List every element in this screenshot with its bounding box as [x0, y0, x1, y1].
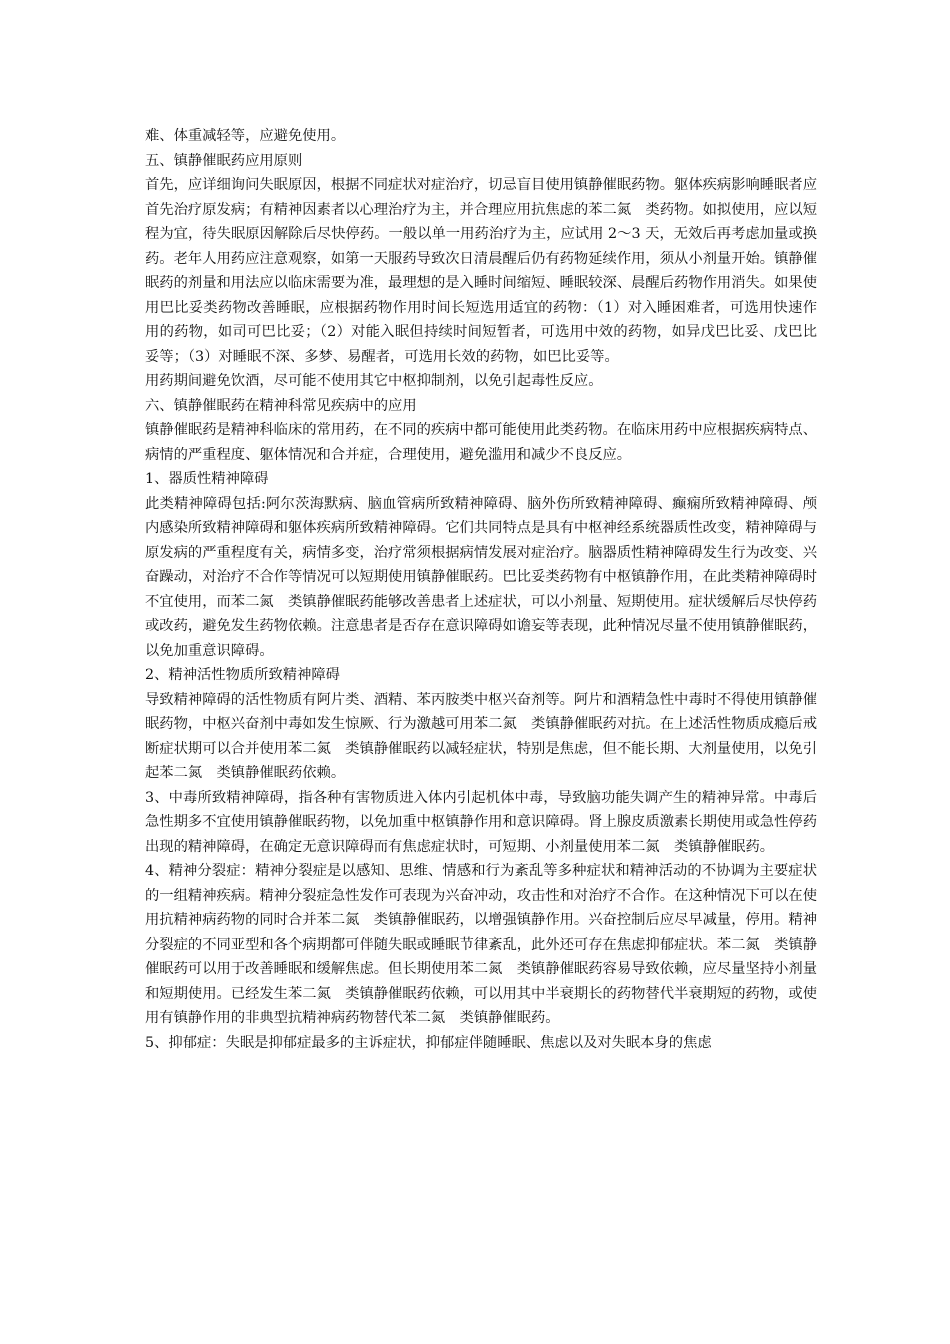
paragraph-schizophrenia: 4、精神分裂症：精神分裂症是以感知、思维、情感和行为紊乱等多种症状和精神活动的不协调为主要症状的一组精神疾病。精神分裂症急性发作可表现为兴奋冲动，攻击性和对治疗不合作。在这种情况下可以在使用抗精神病药物的同时合并苯二氮 类镇静催眠药，以增强镇静作用。兴奋控制后应尽早减量，停用。精神分裂症的不同亚型和各个病期都可伴随失眠或睡眠节律紊乱，此外还可存在焦虑抑郁症状。苯二氮 类镇静催眠药可以用于改善睡眠和缓解焦虑。但长期使用苯二氮 类镇静催眠药容易导致依赖，应尽量坚持小剂量和短期使用。已经发生苯二氮 类镇静催眠药依赖，可以用其中半衰期长的药物替代半衰期短的药物，或使用有镇静作用的非典型抗精神病药物替代苯二氮 类镇静催眠药。 — [145, 863, 817, 1026]
paragraph-continuation: 难、体重减轻等，应避免使用。 — [145, 128, 346, 144]
document-body — [145, 124, 817, 1055]
paragraph-alcohol-warning: 用药期间避免饮酒，尽可能不使用其它中枢抑制剂，以免引起毒性反应。 — [145, 373, 603, 389]
section-heading-5: 五、镇静催眠药应用原则 — [145, 152, 303, 169]
paragraph-substance: 导致精神障碍的活性物质有阿片类、酒精、苯丙胺类中枢兴奋剂等。阿片和酒精急性中毒时不得使用镇静催眠药物，中枢兴奋剂中毒如发生惊厥、行为激越可用苯二氮 类镇静催眠药对抗。在上述活性物质成瘾后戒断症状期可以合并使用苯二氮 类镇静催眠药以减轻症状，特别是焦虑，但不能长期、大剂量使用，以免引起苯二氮 类镇静催眠药依赖。 — [145, 691, 817, 781]
paragraph-intro-6: 镇静催眠药是精神科临床的常用药，在不同的疾病中都可能使用此类药物。在临床用药中应根据疾病特点、病情的严重程度、躯体情况和合并症，合理使用，避免滥用和减少不良反应。 — [145, 422, 817, 463]
paragraph-depression: 5、抑郁症：失眠是抑郁症最多的主诉症状，抑郁症伴随睡眠、焦虑以及对失眠本身的焦虑 — [145, 1034, 712, 1051]
section-heading-6: 六、镇静催眠药在精神科常见疾病中的应用 — [145, 397, 417, 414]
paragraph-organic: 此类精神障碍包括:阿尔茨海默病、脑血管病所致精神障碍、脑外伤所致精神障碍、癫痫所致精神障碍、颅内感染所致精神障碍和躯体疾病所致精神障碍。它们共同特点是具有中枢神经系统器质性改变，精神障碍与原发病的严重程度有关，病情多变，治疗常须根据病情发展对症治疗。脑器质性精神障碍发生行为改变、兴奋躁动，对治疗不合作等情况可以短期使用镇静催眠药。巴比妥类药物有中枢镇静作用，在此类精神障碍时不宜使用，而苯二氮 类镇静催眠药能够改善患者上述症状，可以小剂量、短期使用。症状缓解后尽快停药或改药，避免发生药物依赖。注意患者是否存在意识障碍如谵妄等表现，此种情况尽量不使用镇静催眠药，以免加重意识障碍。 — [145, 495, 817, 659]
subheading-2: 2、精神活性物质所致精神障碍 — [145, 667, 340, 683]
paragraph-toxic: 3、中毒所致精神障碍，指各种有害物质进入体内引起机体中毒，导致脑功能失调产生的精神异常。中毒后急性期多不宜使用镇静催眠药物，以免加重中枢镇静作用和意识障碍。肾上腺皮质激素长期使用或急性停药出现的精神障碍，在确定无意识障碍而有焦虑症状时，可短期、小剂量使用苯二氮 类镇静催眠药。 — [145, 789, 817, 855]
paragraph-principles: 首先，应详细询问失眠原因，根据不同症状对症治疗，切忌盲目使用镇静催眠药物。躯体疾病影响睡眠者应首先治疗原发病；有精神因素者以心理治疗为主，并合理应用抗焦虑的苯二氮 类药物。如拟使用，应以短程为宜，待失眠原因解除后尽快停药。一般以单一用药治疗为主，应试用 2～3 天，无效后再考虑加量或换药。老年人用药应注意观察，如第一天服药导致次日清晨醒后仍有药物延续作用，须从小剂量开始。镇静催眠药的剂量和用法应以临床需要为准，最理想的是入睡时间缩短、睡眠较深、晨醒后药物作用消失。如果使用巴比妥类药物改善睡眠，应根据药物作用时间长短选用适宜的药物：（1）对入睡困难者，可选用快速作用的药物，如司可巴比妥；（2）对能入眠但持续时间短暂者，可选用中效的药物，如异戊巴比妥、戊巴比妥等；（3）对睡眠不深、多梦、易醒者，可选用长效的药物，如巴比妥等。 — [145, 177, 817, 365]
subheading-1: 1、器质性精神障碍 — [145, 471, 269, 487]
